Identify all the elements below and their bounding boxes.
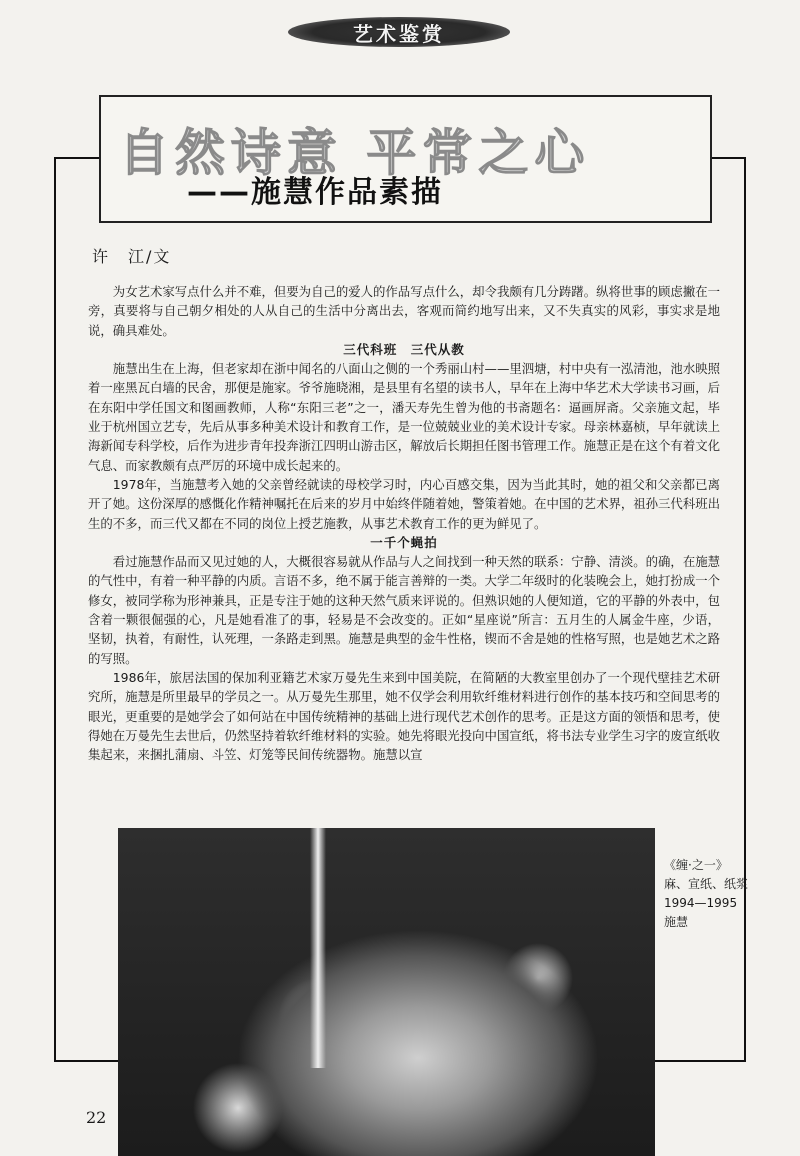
body-paragraph: 施慧出生在上海，但老家却在浙中闻名的八面山之侧的一个秀丽山村——里泗塘，村中央有一泓清池，池水映照着一座黑瓦白墙的民舍，那便是施家。爷爷施晓湘，是县里有名望的读书人，早年在上海中华艺术大学读书习画，后在东阳中学任国文和图画教师，人称“东阳三老”之一，潘天寿先生曾为他的书斋题名：逼画屏斋。父亲施文起，毕业于杭州国立艺专，先后从事多种美术设计和教育工作，是一位兢兢业业的美术设计专家。母亲林嘉桢，早年就读上海新闻专科学校，后作为进步青年投奔浙江四明山游击区，解放后长期担任图书管理工作。施慧正是在这个有着文化气息、而家教颇有点严厉的环境中成长起来的。 bbox=[88, 361, 720, 473]
article-title: 自然诗意 平常之心 bbox=[119, 124, 591, 182]
caption-medium: 麻、宣纸、纸浆 bbox=[664, 877, 749, 891]
article-subtitle: ——施慧作品素描 bbox=[187, 175, 443, 210]
caption-artist: 施慧 bbox=[664, 915, 689, 929]
column-banner bbox=[288, 17, 510, 47]
caption-title: 《缠·之一》 bbox=[664, 858, 728, 872]
photo-highlight bbox=[310, 828, 326, 1068]
frame-line bbox=[54, 1060, 118, 1062]
column-tag: 艺术鉴赏 bbox=[353, 21, 445, 46]
author-byline: 许 江/文 bbox=[92, 247, 172, 266]
title-box bbox=[99, 95, 712, 223]
frame-line bbox=[54, 157, 100, 159]
frame-line bbox=[708, 157, 746, 159]
section-heading: 三代科班 三代从教 bbox=[343, 341, 465, 357]
body-paragraph: 看过施慧作品而又见过她的人，大概很容易就从作品与人之间找到一种天然的联系：宁静、清淡。的确，在施慧的气性中，有着一种平静的内质。言语不多，绝不属于能言善辩的一类。大学二年级时的化装晚会上，她打扮成一个修女，被同学称为形神兼具，正是专注于她的这种天然气质来评说的。但熟识她的人便知道，它的平静的外表中，包含着一颗很倔强的心，凡是她看准了的事，轻易是不会改变的。正如“星座说”所言：五月生的人属金牛座，少语，坚韧，执着，有耐性，认死理，一条路走到黑。施慧是典型的金牛性格，锲而不舍是她的性格写照，也是她艺术之路的写照。 bbox=[88, 554, 720, 666]
frame-line bbox=[655, 1060, 746, 1062]
article-body bbox=[88, 282, 720, 764]
body-paragraph: 1978年，当施慧考入她的父亲曾经就读的母校学习时，内心百感交集，因为当此其时，她的祖父和父亲都已离开了她。这份深厚的感慨化作精神嘱托在后来的岁月中始终伴随着她，警策着她。在中国的艺术界，祖孙三代科班出生的不多，而三代又都在不同的岗位上授艺施教，从事艺术教育工作的更为鲜见了。 bbox=[88, 476, 720, 531]
page-number: 22 bbox=[86, 1108, 107, 1127]
artwork-caption bbox=[664, 856, 784, 932]
caption-years: 1994—1995 bbox=[664, 896, 738, 910]
section-heading: 一千个蝇拍 bbox=[370, 534, 438, 550]
body-paragraph: 1986年，旅居法国的保加利亚籍艺术家万曼先生来到中国美院，在简陋的大教室里创办了一个现代壁挂艺术研究所，施慧是所里最早的学员之一。从万曼先生那里，她不仅学会利用软纤维材料进行创作的基本技巧和空间思考的眼光，更重要的是她学会了如何站在中国传统精神的基础上进行现代艺术创作的思考。正是这方面的领悟和思考，使得她在万曼先生去世后，仍然坚持着软纤维材料的实验。她先将眼光投向中国宣纸，将书法专业学生习字的废宣纸收集起来，来捆扎蒲扇、斗笠、灯笼等民间传统器物。施慧以宣 bbox=[88, 669, 720, 763]
intro-paragraph: 为女艺术家写点什么并不难，但要为自己的爱人的作品写点什么，却令我颇有几分踌躇。纵将世事的顾虑撇在一旁，真要将与自己朝夕相处的人从自己的生活中分离出去，客观而简约地写出来，又不失真实的风彩，事实求是地说，确具难处。 bbox=[88, 284, 720, 338]
frame-line bbox=[54, 157, 56, 1062]
artwork-photo bbox=[118, 828, 655, 1156]
